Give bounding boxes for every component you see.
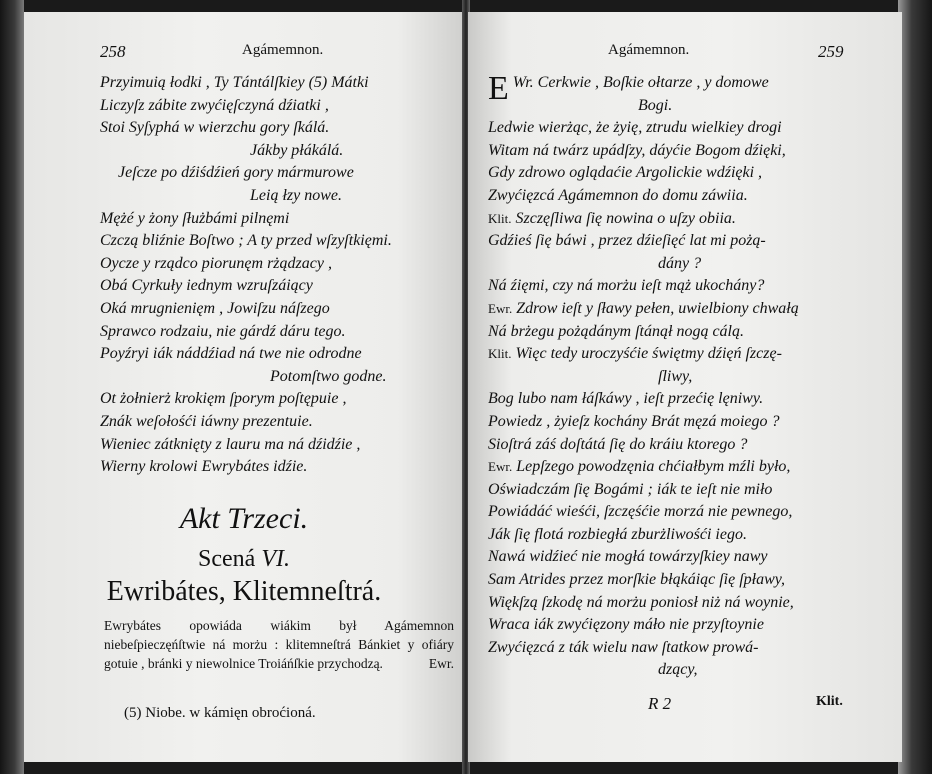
verse-line (488, 411, 799, 434)
verse-line: Sprawco rodzaiu, nie gárdź dáru tego. (100, 322, 346, 340)
verse-line (488, 275, 799, 298)
verse-line: Oycze y rządco piorunęm rżądzacy , (100, 254, 332, 272)
verse-text: Ledwie wierżąc, że żyię, ztrudu wielkiey drogi (488, 119, 782, 137)
verse-line: Wierny krolowi Ewrybátes idźie. (100, 458, 308, 476)
speaker-label: Ewr. (488, 300, 513, 316)
verse-line: Potomſtwo godne. (270, 367, 387, 385)
footnote: (5) Niobe. w kámięn obroćioná. (124, 705, 316, 721)
verse-text: Gdy zdrowo oglądaćie Argolickie wdźięki , (488, 164, 763, 182)
verse-text: ſliwy, (658, 367, 693, 385)
dialogue-block (488, 72, 799, 682)
verse-text: dány ? (658, 254, 702, 272)
speaker-label: Klit. (488, 210, 512, 226)
verse-line (488, 117, 799, 140)
book-edge-right (898, 0, 932, 774)
verse-line (488, 434, 799, 457)
scene-heading (24, 546, 464, 573)
verse-line (488, 659, 799, 682)
verse-line (488, 140, 799, 163)
verse-line (488, 456, 799, 479)
verse-line: Mężé y żony ſłużbámi pilnęmi (100, 209, 290, 227)
verse-line (488, 388, 799, 411)
act-heading: Akt Trzeci. (179, 502, 309, 535)
verse-text: Więc tedy uroczyśćie świętmy dźięń ſzczę- (515, 345, 782, 363)
characters-heading: Ewribátes, Klitemneſtrá. (106, 576, 382, 607)
verse-line (488, 524, 799, 547)
book-edge-left (0, 0, 24, 774)
verse-line: Wr. Cerkwie , Boſkie ołtarze , y domowe (512, 74, 769, 91)
verse-line (488, 592, 799, 615)
verse-line: Poyźryi iák náddźiad ná twe nie odrodne (100, 345, 362, 363)
verse-text: Szczęſliwa ſię nowina o uſzy obiia. (515, 209, 736, 227)
verse-text: Więkſzą ſzkodę ná morżu poniosł niż ná woynie, (488, 593, 794, 611)
verse-line (488, 298, 799, 321)
verse-line (488, 637, 799, 660)
verse-text: Zdrow ieſt y ſławy pełen, uwielbiony chwałą (516, 299, 799, 317)
verse-line: Stoi Syſyphá w wierzchu gory ſkálá. (100, 119, 330, 137)
verse-line (488, 321, 799, 344)
speaker-label: Ewr. (488, 459, 513, 475)
argument-text: Ewrybátes opowiáda wiákim był Agámemnon niebeſpieczęńſtwie ná morżu : klitemneſtrá Bánkiet y ofiáry gotuie , bránki y niewolnice Troiáńſkie przychodzą. (104, 618, 454, 671)
verse-line (488, 546, 799, 569)
speaker-label: Klit. (488, 346, 512, 362)
verse-text: Ná źięmi, czy ná morżu ieſt mąż ukochány? (488, 277, 765, 295)
left-page (24, 12, 464, 762)
signature-mark: R 2 (648, 694, 672, 713)
verse-text: dzący, (658, 661, 698, 679)
scene-argument (104, 616, 454, 673)
verse-text: Zwyćięzcá z ták wielu naw ſtatkow prowá- (488, 638, 759, 656)
verse-line (488, 343, 799, 366)
verse-block (100, 72, 392, 479)
verse-text: Sam Atrides przez morſkie błąkáiąc ſię ſpławy, (488, 571, 786, 589)
verse-text: Oświadczám ſię Bogámi ; iák te ieſt nie miło (488, 480, 773, 498)
verse-text: Powiedz , żyieſz kochány Brát męzá moiego ? (488, 412, 780, 430)
verse-line (488, 501, 799, 524)
verse-line (488, 208, 799, 231)
verse-line: Wieniec zátknięty z lauru ma ná dźidźie , (100, 435, 361, 453)
verse-line (488, 253, 799, 276)
verse-line: Przyimuią łodki , Ty Tántálſkiey (5) Mátki (100, 74, 369, 91)
verse-line: Jákby płákálá. (250, 141, 344, 159)
verse-text: Bog lubo nam łáſkáwy , ieſt przećię lęniwy. (488, 390, 764, 408)
verse-line: Oká mrugnienięm , Jowiſzu náſzego (100, 299, 330, 317)
verse-text: Ná brżegu pożądánym ſtánął nogą cálą. (488, 322, 744, 340)
verse-line: Liczyſz zábite zwyćięſczyná dźiatki , (100, 96, 329, 114)
verse-line: Ot żołnierż krokięm ſporym poſtępuie , (100, 390, 347, 408)
verse-line (488, 185, 799, 208)
page-number: 258 (100, 42, 126, 61)
verse-text: Sioſtrá záś doſtátá ſię do kráiu ktorego ? (488, 435, 748, 453)
verse-text: Zwyćięzcá Agámemnon do domu záwiia. (488, 186, 748, 204)
verse-line (488, 569, 799, 592)
verse-line: Czczą bliźnie Boſtwo ; A ty przed wſzyſtkięmi. (100, 232, 392, 250)
verse-line: Jeſcze po dźiśdźień gory mármurowe (118, 164, 354, 182)
verse-text: Wraca iák zwyćięzony máło nie przyſtoynie (488, 616, 764, 634)
verse-text: Lepſzego powodzęnia chćiałbym mźli było, (516, 458, 791, 476)
verse-text: Powiádáć wieśći, ſzczęśćie morzá nie pewnego, (488, 503, 793, 521)
verse-line (488, 366, 799, 389)
scene-label: Scená (198, 546, 256, 572)
verse-line: Leią łzy nowe. (250, 186, 342, 204)
right-page (468, 12, 902, 762)
argument-speaker: Ewr. (428, 656, 454, 671)
scene-number: VI. (261, 546, 290, 572)
verse-text: Ják ſię flotá rozbiegłá zburżliwośći iego. (488, 525, 747, 543)
running-title: Agámemnon. (608, 42, 690, 58)
verse-line (488, 479, 799, 502)
verse-line: Obá Cyrkuły iednym wzruſzáiący (100, 277, 313, 295)
verse-text: Witam ná twárz upádſzy, dáyćie Bogom dźięki, (488, 141, 786, 159)
verse-text: Gdźieś ſię báwi , przez dźieſięć lat mi pożą- (488, 232, 766, 250)
verse-line: Bogi. (638, 96, 673, 114)
page-number: 259 (818, 42, 844, 61)
running-title: Agámemnon. (242, 42, 324, 58)
catchword: Klit. (816, 694, 843, 709)
verse-line: Znák weſołośći iáwny prezentuie. (100, 412, 313, 430)
drop-cap: E (488, 70, 509, 107)
verse-line (488, 614, 799, 637)
verse-text: Nawá widźieć nie mogłá towárzyſkiey nawy (488, 548, 768, 566)
verse-line (488, 162, 799, 185)
verse-line (488, 230, 799, 253)
